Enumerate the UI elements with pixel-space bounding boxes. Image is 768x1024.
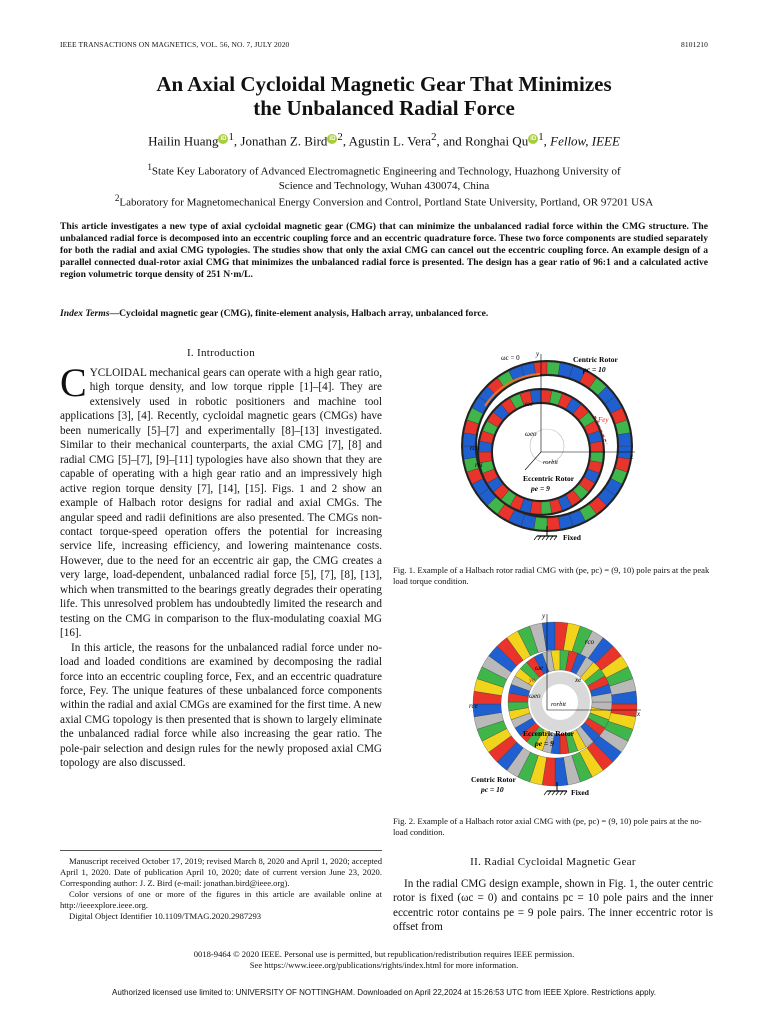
article-number: 8101210 xyxy=(681,40,708,49)
copyright-notice xyxy=(0,949,768,971)
journal-header: IEEE TRANSACTIONS ON MAGNETICS, VOL. 56, NO. 7, JULY 2020 xyxy=(60,40,290,49)
label-x: x xyxy=(630,453,634,461)
index-terms-text: —Cycloidal magnetic gear (CMG), finite-element analysis, Halbach array, unbalanced force. xyxy=(109,308,489,319)
paper-title xyxy=(0,72,768,120)
label-omega-e: ωe xyxy=(525,400,534,408)
index-terms xyxy=(60,308,708,319)
affil-sup: 2 xyxy=(114,193,120,203)
label-centric-rotor: Centric Rotor xyxy=(471,775,516,784)
footnote-doi: Digital Object Identifier 10.1109/TMAG.2020.2987293 xyxy=(69,911,262,921)
affiliation-1 xyxy=(40,160,728,193)
title-line-2: the Unbalanced Radial Force xyxy=(253,96,515,120)
label-xe: xe xyxy=(575,676,582,684)
affil-sup: 1 xyxy=(538,131,544,143)
copyright-line-1: 0018-9464 © 2020 IEEE. Personal use is permitted, but republication/redistribution requires IEEE permission. xyxy=(193,949,575,959)
label-omega-c: ωc = 0 xyxy=(501,354,520,362)
label-fixed: Fixed xyxy=(563,533,581,542)
centric-magnet-segment xyxy=(618,433,631,446)
footnote-color: Color versions of one or more of the figures in this article are available online at http://ieeexplore.ieee.org. xyxy=(60,889,382,910)
paragraph-2: In this article, the reasons for the unbalanced radial force under no-load and loaded conditions are examined by decomposing the radial force into an eccentric coupling force, Fex, and an eccentric quadrature force, Fey. The unique features of these unbalanced force components within the radial and axial CMGs are examined for the first time. A new axial CMG topology is then presented that is shown to largely eliminate the unbalanced radial force while also increasing the gear ratio. The pole-pair selection and design rules for the newly proposed axial CMG topology are also discussed. xyxy=(60,641,383,770)
centric-magnet-segment xyxy=(534,517,547,530)
author-4: , and Ronghai Qu xyxy=(436,133,529,149)
author-2: , Jonathan Z. Bird xyxy=(233,133,328,149)
label-ye: ye xyxy=(529,676,536,684)
figure-2-caption: Fig. 2. Example of a Halbach rotor axial CMG with (pe, pc) = (9, 10) pole pairs at the no-load condition. xyxy=(393,816,702,837)
affil-2-line-1: Laboratory for Magnetomechanical Energy Conversion and Control, Portland State University, Portland, OR 97201 USA xyxy=(119,196,654,209)
label-r-ei: rei xyxy=(475,461,483,469)
label-r-ce: rce xyxy=(469,702,478,710)
footnote-manuscript: Manuscript received October 17, 2019; revised March 8, 2020 and April 1, 2020; accepted April 1, 2020. Date of publication April 10, 2020; date of current version June 23, 2020. Corresponding author: J. Z. Bird (e-mail: jonathan.bird@ieee.org). xyxy=(60,856,382,888)
centric-magnet-segment xyxy=(547,362,560,375)
paragraph-1: YCLOIDAL mechanical gears can operate with a high gear ratio, high torque density, and low torque ripple [1]–[4]. They are extensively used in robotic positioners and machine tool applications [3], [4]. Recently, cycloidal magnetic gears (CMGs) have been numerically [5]–[7] and experimentally [8]–[13] investigated. Similar to their mechanical counterparts, the axial CMG [7], [8] and radial CMG [5]–[7], [9]–[11] typologies have also shown that they are capable of operating with a high gear ratio and an impressively high active region torque density [7], [14], [15]. Figs. 1 and 2 show an example of Halbach rotor designs for radial and axial CMGs. The angular speed and radii definitions are also presented. The CMGs non-contact torque-speed operation offers the potential for increasing service life, increasing efficiency, and lowering maintenance costs. However, due to the need for an eccentric air gap, the CMG creates a very large, load-dependent, unbalanced radial force [5], [7], [8], [13], which when transmitted to the bearings greatly degrades their operating life. This unresolved problem has undoubtedly limited the research and testing on the CMG in comparison to the flux-modulating coaxial MG [16]. xyxy=(60,367,382,640)
affiliation-2 xyxy=(40,191,728,210)
fellow-title: , Fellow, IEEE xyxy=(543,133,620,149)
orcid-icon[interactable]: iD xyxy=(329,136,336,142)
label-fey: Fey xyxy=(598,416,609,424)
label-omega-eo: ωeo xyxy=(529,692,541,700)
author-list xyxy=(0,131,768,149)
label-centric-rotor: Centric Rotor xyxy=(573,355,618,364)
section-1-heading: I. Introduction xyxy=(186,347,256,359)
label-r-co: rco xyxy=(470,444,480,452)
label-y: y xyxy=(542,612,546,620)
affil-sup: 1 xyxy=(228,131,234,143)
centric-magnet-segment xyxy=(534,362,547,375)
author-1: Hailin Huang xyxy=(148,133,219,149)
index-terms-label: Index Terms xyxy=(60,308,110,319)
affil-sup: 2 xyxy=(431,131,437,143)
abstract: This article investigates a new type of axial cycloidal magnetic gear (CMG) that can minimize the unbalanced radial force within the CMG structure. The unbalanced radial force is decomposed into an eccentric coupling force and an eccentric quadrature force. These two force components are studied separately for both the radial and axial CMG typologies. The studies show that only the axial CMG can cancel out the eccentric coupling force. An example design of a parallel connected dual-rotor axial CMG that minimizes the unbalanced radial force is presented. The design has a gear ratio of 96:1 and a calculated active region volumetric torque density of 251 N·m/L. xyxy=(60,221,708,280)
affil-1-line-1: State Key Laboratory of Advanced Electromagnetic Engineering and Technology, Huazhong University of xyxy=(151,165,621,178)
label-r-orbit: rorbit xyxy=(551,701,566,708)
drop-cap: C xyxy=(60,360,87,405)
label-eccentric-rotor: Eccentric Rotor xyxy=(523,474,575,483)
eccentric-magnet-segment xyxy=(590,441,603,452)
footnote-rule xyxy=(60,850,382,851)
affil-sup: 1 xyxy=(147,162,152,172)
label-r-co: rco xyxy=(585,638,595,646)
license-notice: Authorized licensed use limited to: UNIVERSITY OF NOTTINGHAM. Downloaded on April 22,2024 at 15:26:53 UTC from IEEE Xplore. Restrictions apply. xyxy=(112,988,656,997)
orcid-icon[interactable]: iD xyxy=(530,136,537,142)
label-pe: pe = 9 xyxy=(535,739,554,748)
section-2-paragraph-1: In the radial CMG design example, shown in Fig. 1, the outer centric rotor is fixed (ωc = 0) and contains pc = 10 pole pairs and the inner eccentric rotor contains pe = 9 pole pairs. The inner eccentric rotor is offset from xyxy=(393,878,713,934)
label-r-orbit: rorbit xyxy=(543,459,558,466)
label-omega-e: ωe xyxy=(535,664,544,672)
label-pc: pc = 10 xyxy=(583,365,606,374)
section-1-body xyxy=(60,360,383,771)
centric-magnet-segment xyxy=(547,517,560,530)
label-y: y xyxy=(536,350,540,358)
affil-sup: 2 xyxy=(337,131,343,143)
section-2-heading: II. Radial Cycloidal Magnetic Gear xyxy=(470,856,636,868)
affil-1-line-2: Science and Technology, Wuhan 430074, China xyxy=(278,179,490,192)
label-x: x xyxy=(637,710,641,718)
eccentric-magnet-segment xyxy=(541,501,552,514)
author-3: , Agustin L. Vera xyxy=(342,133,432,149)
label-pc: pc = 10 xyxy=(481,785,504,794)
orcid-icon[interactable]: iD xyxy=(220,136,227,142)
label-pe: pe = 9 xyxy=(531,484,550,493)
label-eccentric-rotor: Eccentric Rotor xyxy=(523,729,575,738)
figure-2-diagram xyxy=(445,610,675,806)
title-line-1: An Axial Cycloidal Magnetic Gear That Minimizes xyxy=(156,72,612,96)
footnote xyxy=(60,856,382,922)
label-fixed: Fixed xyxy=(571,788,589,797)
figure-1-caption: Fig. 1. Example of a Halbach rotor radial CMG with (pe, pc) = (9, 10) pole pairs at the peak load torque condition. xyxy=(393,565,710,586)
label-omega-eo: ωeo xyxy=(525,430,537,438)
copyright-line-2: See https://www.ieee.org/publications/rights/index.html for more information. xyxy=(249,960,519,970)
figure-1-diagram xyxy=(445,346,675,552)
